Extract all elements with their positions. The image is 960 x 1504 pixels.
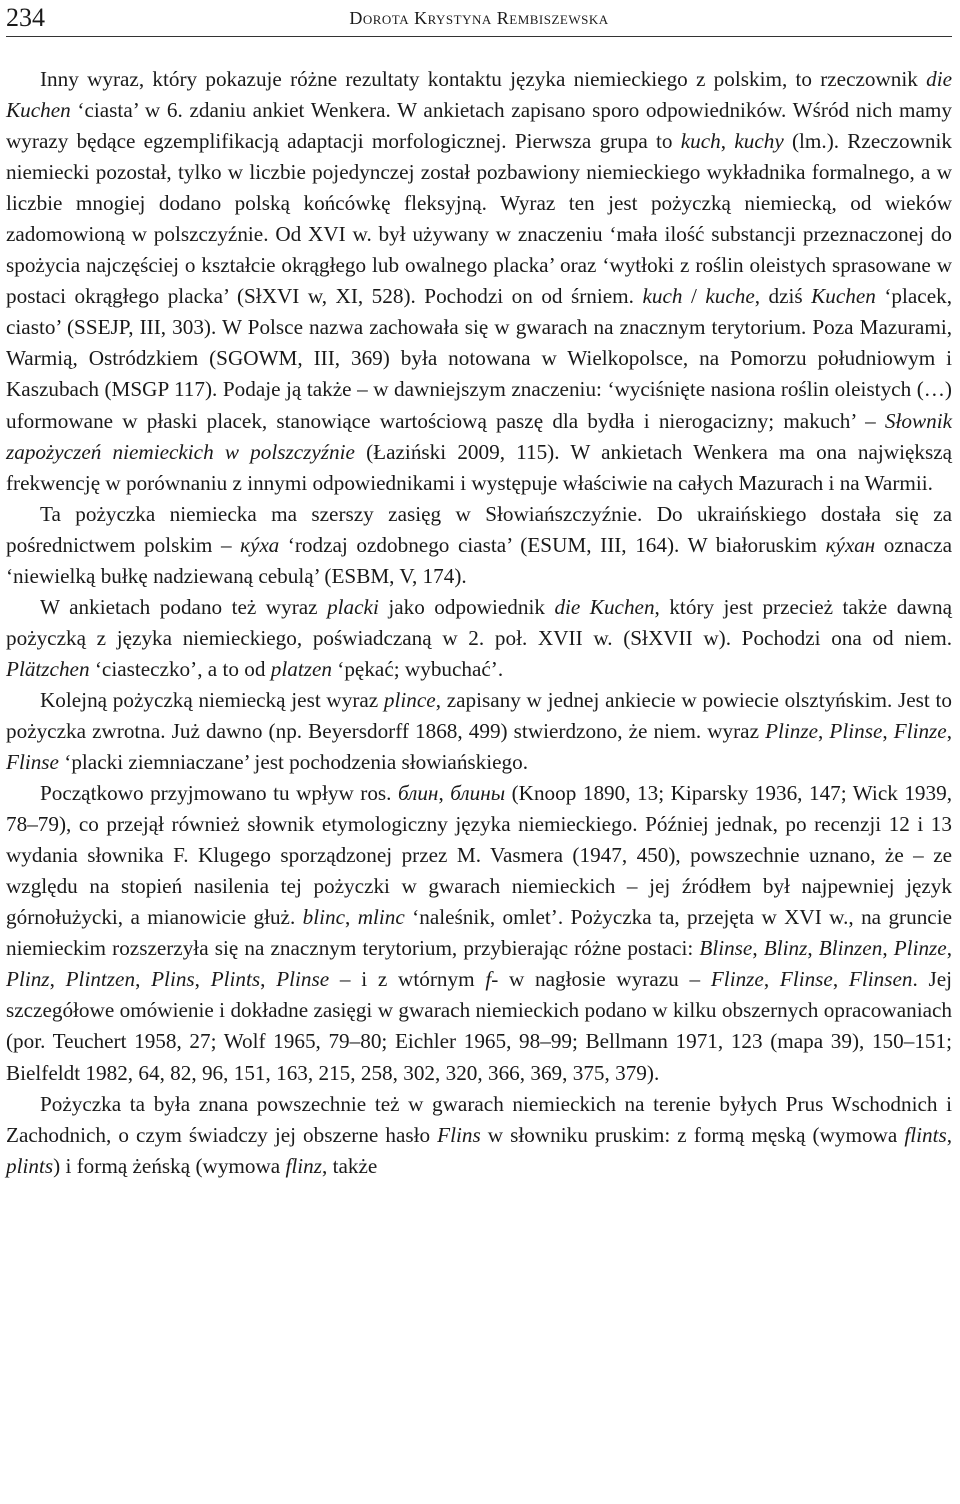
italic-term: Plinse [276,967,330,992]
text-run: , [946,718,953,743]
text-run: ‘ciasteczko’, a to od [89,656,271,681]
text-run: , [832,967,849,992]
italic-term: plince [383,687,436,712]
text-run: , zapisany w jednej ankiecie w powiecie olsztyńskim. Jest to pożyczka zwrotna. Już dawno (np. Beyersdorff 1868, 499) stwierdzono, że niem. wyraz [6,687,952,743]
italic-term: Słownik zapożyczeń niemieckich w polszczyźnie [6,408,952,464]
paragraph [6,499,952,592]
text-run: (lm.). Rzeczownik niemiecki pozostał, tylko w liczbie pojedynczej został pozbawiony niemieckiego wykładnika formalnego, a w liczbie mnogiej dodano polską końcówkę fleksyjną. Wyraz ten jest pożyczką niemiecką, od wieków zadomowioną w polszczyźnie. Od XVI w. był używany w znaczeniu ‘mała ilość substancji przeznaczonej do spożycia najczęściej o kształcie okrągłego lub owalnego placka’ oraz ‘wytłoki z roślin oleistych sprasowane w postaci okrągłego placka’ (SłXVI w, XI, 528). Pochodzi on od śrniem. [6,129,953,309]
text-run: ‘naleśnik, omlet’. Pożyczka ta, przejęta w XVI w., na gruncie niemieckim rozszerzyła się na znacznym terytorium, przybierając różne postaci: [6,905,952,961]
italic-term: die Kuchen [6,67,952,123]
text-run: W ankietach podano też wyraz [40,594,328,619]
text-run: , [882,718,894,743]
text-run: ‘rodzaj ozdobnego ciasta’ (ESUM, III, 164). W białoruskim [279,532,826,557]
text-run: – i z wtórnym [329,967,486,992]
text-run: , [260,967,277,992]
italic-term: kuch [642,284,683,309]
italic-term: Plätzchen [6,656,90,681]
text-run: (Knoop 1890, 13; Kiparsky 1936, 147; Wick 1939, 78–79), co przejął również słownik etymologiczny języka niemieckiego. Później jednak, po recenzji 12 i 13 wydania słownika F. Klugego sporządzonej przez M. Vasmera (1947, 450), powszechnie uznano, że – ze względu na stopień nasilenia tej pożyczki w gwarach niemieckich – jej źródłem był najpewniej język górnołużycki, a mianowicie głuż. [6,781,952,930]
italic-term: кýха [240,532,280,557]
italic-term: Flinse [6,750,59,775]
italic-term: Flinse [779,967,833,992]
page-header [6,0,952,37]
italic-term: plints [6,1153,54,1178]
italic-term: kuche [705,284,755,309]
text-run: , [752,936,764,961]
italic-term: блины [450,781,506,806]
italic-term: placki [327,594,379,619]
italic-term: Flins [437,1122,481,1147]
italic-term: die Kuchen [554,594,655,619]
text-run: , dziś [754,284,812,309]
text-run: , [135,967,152,992]
text-run: ) i formą żeńską (wymowa [53,1153,286,1178]
italic-term: kuchy [734,129,784,154]
text-run: , [946,936,952,961]
italic-term: Kuchen [811,284,876,309]
text-run: w słowniku pruskim: z formą męską (wymowa [480,1122,905,1147]
text-run: Ta pożyczka niemiecka ma szerszy zasięg w Słowiańszczyźnie. Do ukraińskiego dostała się za pośrednictwem polskim – [6,501,952,557]
italic-term: Flinze [710,967,764,992]
text-run: , [882,936,894,961]
text-run: ‘placki ziemniaczane’ jest pochodzenia słowiańskiego. [58,750,529,775]
italic-term: Plintzen [65,967,136,992]
text-run: ‘pękać; wybuchać’. [331,656,504,681]
italic-term: Plins [151,967,195,992]
italic-term: Blinse [699,936,753,961]
text-run: , [807,936,819,961]
text-run: , który jest przecież także dawną pożyczką z języka niemieckiego, poświadczaną w 2. poł. XVII w. (SłXVII w). Pochodzi ona od niem. [6,594,952,650]
italic-term: Flinze [893,718,947,743]
text-run: , [49,967,66,992]
italic-term: кýхан [825,532,876,557]
text-run: Kolejną pożyczką niemiecką jest wyraz [40,687,384,712]
text-run: ‘ciasta’ w 6. zdaniu ankiet Wenkera. W ankietach zapisano sporo odpowiedników. Wśród nich mamy wyrazy będące egzemplifikacją adaptacji morfologicznej. Pierwsza grupa to [6,98,952,154]
italic-term: flinz [285,1153,322,1178]
italic-term: Plinse [829,718,883,743]
paragraph [6,778,952,1088]
text-run: Początkowo przyjmowano tu wpływ ros. [40,781,398,806]
italic-term: flints [904,1122,947,1147]
italic-term: mlinc [357,905,405,930]
text-run: , także [321,1153,378,1178]
italic-term: Plinze [893,936,947,961]
text-run: , [345,905,358,930]
paragraph [6,1089,952,1182]
text-run: (Łaziński 2009, 115). W ankietach Wenkera ma ona największą frekwencję w porównaniu z innymi odpowiednikami i występuje właściwie na całych Mazurach i na Warmii. [6,439,953,495]
text-run: , [438,781,451,806]
italic-term: kuch [680,129,721,154]
italic-term: platzen [270,656,332,681]
text-run: jako odpowiednik [378,594,555,619]
text-run: , [720,129,735,154]
running-head: Dorota Krystyna Rembiszewska [349,7,609,28]
italic-term: блин [397,781,439,806]
paragraph [6,592,952,685]
text-run: , [763,967,780,992]
text-run: . Jej szczegółowe omówienie i dokładne zasięgi w gwarach niemieckich podano w kilku obszernych opracowaniach (por. Teuchert 1958, 27; Wolf 1965, 79–80; Eichler 1965, 98–99; Bellmann 1971, 123 (mapa 39), 150–151; Bielfeldt 1982, 64, 82, 96, 151, 163, 215, 258, 302, 320, 366, 369, 375, 379). [6,967,953,1085]
body-text [6,64,952,1182]
text-run: , [946,1122,953,1147]
italic-term: blinc [302,905,346,930]
italic-term: Flinsen [848,967,913,992]
text-run: / [682,284,706,309]
text-run: w nagłosie wyrazu – [498,967,711,992]
text-run: , [194,967,211,992]
text-run: Inny wyraz, który pokazuje różne rezultaty kontaktu języka niemieckiego z polskim, to rzeczownik [40,67,927,91]
text-run: oznacza ‘niewielką bułkę nadziewaną cebulą’ (ESBM, V, 174). [6,532,952,588]
italic-term: Blinzen [818,936,883,961]
italic-term: f- [485,967,499,992]
italic-term: Blinz [763,936,808,961]
italic-term: Plints [210,967,261,992]
italic-term: Plinze [765,718,819,743]
italic-term: Plinz [6,967,50,992]
paragraph [6,685,952,778]
page-number: 234 [6,3,45,32]
paragraph [6,64,952,499]
text-run: , [818,718,830,743]
text-run: Pożyczka ta była znana powszechnie też w gwarach niemieckich na terenie byłych Prus Wschodnich i Zachodnich, o czym świadczy jej obszerne hasło [6,1091,952,1147]
text-run: ‘placek, ciasto’ (SSEJP, III, 303). W Polsce nazwa zachowała się w gwarach na znacznym terytorium. Poza Mazurami, Warmią, Ostródzkiem (SGOWM, III, 369) była notowana w Wielkopolsce, na Pomorzu południowym i Kaszubach (MSGP 117). Podaje ją także – w dawniejszym znaczeniu: ‘wyciśnięte nasiona roślin oleistych (…) uformowane w płaski placek, stanowiące wartościową paszę dla bydła i nierogacizny; makuch’ – [6,284,953,433]
